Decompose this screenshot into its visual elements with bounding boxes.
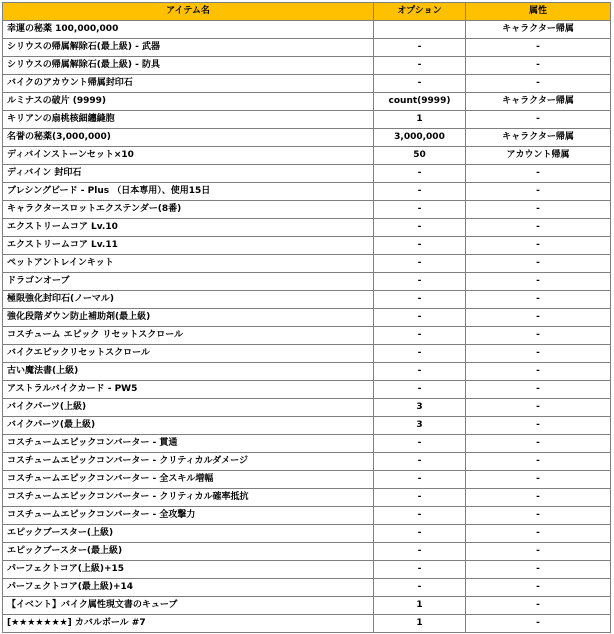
attribute-cell: - bbox=[466, 201, 611, 219]
item-name-cell: エクストリームコア Lv.11 bbox=[3, 237, 374, 255]
table-header-row bbox=[3, 3, 611, 21]
table-row bbox=[3, 57, 611, 75]
option-cell: - bbox=[374, 309, 466, 327]
attribute-cell: - bbox=[466, 417, 611, 435]
item-name-cell: コスチュームエピックコンバーター - クリティカルダメージ bbox=[3, 453, 374, 471]
item-name-cell: パーフェクトコア(最上級)+14 bbox=[3, 579, 374, 597]
table-row bbox=[3, 525, 611, 543]
item-name-cell: ルミナスの破片 (9999) bbox=[3, 93, 374, 111]
table-row bbox=[3, 381, 611, 399]
table-row bbox=[3, 309, 611, 327]
table-row bbox=[3, 615, 611, 633]
table-row bbox=[3, 273, 611, 291]
attribute-cell: - bbox=[466, 453, 611, 471]
item-name-cell: ディバインストーンセット×10 bbox=[3, 147, 374, 165]
item-table bbox=[2, 2, 611, 633]
attribute-cell: - bbox=[466, 525, 611, 543]
table-row bbox=[3, 471, 611, 489]
option-cell: - bbox=[374, 75, 466, 93]
option-cell: - bbox=[374, 201, 466, 219]
item-name-cell: バイクパーツ(上級) bbox=[3, 399, 374, 417]
table-row bbox=[3, 291, 611, 309]
option-cell: 3,000,000 bbox=[374, 129, 466, 147]
table-row bbox=[3, 129, 611, 147]
column-header-option: オプション bbox=[374, 3, 466, 21]
item-name-cell: コスチュームエピックコンバーター - 貫通 bbox=[3, 435, 374, 453]
option-cell: - bbox=[374, 543, 466, 561]
table-row bbox=[3, 39, 611, 57]
table-row bbox=[3, 93, 611, 111]
option-cell: - bbox=[374, 345, 466, 363]
option-cell: - bbox=[374, 489, 466, 507]
column-header-item-name: アイテム名 bbox=[3, 3, 374, 21]
item-name-cell: ブレシングビード - Plus （日本専用）、使用15日 bbox=[3, 183, 374, 201]
item-name-cell: 幸運の秘薬 100,000,000 bbox=[3, 21, 374, 39]
table-row bbox=[3, 147, 611, 165]
table-row bbox=[3, 165, 611, 183]
option-cell bbox=[374, 21, 466, 39]
table-row bbox=[3, 417, 611, 435]
attribute-cell: キャラクター帰属 bbox=[466, 93, 611, 111]
table-row bbox=[3, 183, 611, 201]
attribute-cell: - bbox=[466, 183, 611, 201]
attribute-cell: - bbox=[466, 471, 611, 489]
option-cell: - bbox=[374, 363, 466, 381]
option-cell: - bbox=[374, 39, 466, 57]
attribute-cell: - bbox=[466, 57, 611, 75]
item-name-cell: アストラルバイクカード - PW5 bbox=[3, 381, 374, 399]
item-name-cell: バイクエピックリセットスクロール bbox=[3, 345, 374, 363]
attribute-cell: - bbox=[466, 435, 611, 453]
item-name-cell: エピックブースター(最上級) bbox=[3, 543, 374, 561]
attribute-cell: - bbox=[466, 579, 611, 597]
item-name-cell: パーフェクトコア(上級)+15 bbox=[3, 561, 374, 579]
option-cell: 1 bbox=[374, 111, 466, 129]
item-name-cell: 名誉の秘薬(3,000,000) bbox=[3, 129, 374, 147]
attribute-cell: - bbox=[466, 255, 611, 273]
table-row bbox=[3, 219, 611, 237]
option-cell: - bbox=[374, 561, 466, 579]
attribute-cell: - bbox=[466, 39, 611, 57]
attribute-cell: - bbox=[466, 399, 611, 417]
item-name-cell: [★★★★★★★] カバルボール #7 bbox=[3, 615, 374, 633]
attribute-cell: - bbox=[466, 561, 611, 579]
table-row bbox=[3, 237, 611, 255]
item-name-cell: コスチュームエピックコンバーター - 全攻撃力 bbox=[3, 507, 374, 525]
option-cell: 3 bbox=[374, 417, 466, 435]
attribute-cell: - bbox=[466, 345, 611, 363]
option-cell: - bbox=[374, 327, 466, 345]
table-row bbox=[3, 327, 611, 345]
option-cell: 3 bbox=[374, 399, 466, 417]
item-name-cell: 【イベント】バイク属性現文書のキューブ bbox=[3, 597, 374, 615]
option-cell: 50 bbox=[374, 147, 466, 165]
option-cell: - bbox=[374, 507, 466, 525]
attribute-cell: - bbox=[466, 597, 611, 615]
column-header-attribute: 属性 bbox=[466, 3, 611, 21]
attribute-cell: キャラクター帰属 bbox=[466, 129, 611, 147]
attribute-cell: - bbox=[466, 327, 611, 345]
attribute-cell: アカウント帰属 bbox=[466, 147, 611, 165]
option-cell: - bbox=[374, 255, 466, 273]
table-row bbox=[3, 579, 611, 597]
attribute-cell: - bbox=[466, 507, 611, 525]
table-row bbox=[3, 21, 611, 39]
item-name-cell: ペットアントレインキット bbox=[3, 255, 374, 273]
option-cell: - bbox=[374, 453, 466, 471]
item-name-cell: バイクのアカウント帰属封印石 bbox=[3, 75, 374, 93]
table-row bbox=[3, 75, 611, 93]
table-row bbox=[3, 345, 611, 363]
table-row bbox=[3, 489, 611, 507]
attribute-cell: キャラクター帰属 bbox=[466, 21, 611, 39]
item-name-cell: エピックブースター(上級) bbox=[3, 525, 374, 543]
attribute-cell: - bbox=[466, 165, 611, 183]
table-row bbox=[3, 507, 611, 525]
item-name-cell: ディバイン 封印石 bbox=[3, 165, 374, 183]
option-cell: count(9999) bbox=[374, 93, 466, 111]
option-cell: - bbox=[374, 525, 466, 543]
item-name-cell: エクストリームコア Lv.10 bbox=[3, 219, 374, 237]
table-row bbox=[3, 561, 611, 579]
attribute-cell: - bbox=[466, 381, 611, 399]
option-cell: - bbox=[374, 165, 466, 183]
item-table-container bbox=[2, 2, 610, 633]
attribute-cell: - bbox=[466, 489, 611, 507]
attribute-cell: - bbox=[466, 291, 611, 309]
option-cell: - bbox=[374, 291, 466, 309]
attribute-cell: - bbox=[466, 75, 611, 93]
table-body bbox=[3, 21, 611, 633]
table-row bbox=[3, 453, 611, 471]
item-name-cell: 極限強化封印石(ノーマル) bbox=[3, 291, 374, 309]
table-row bbox=[3, 255, 611, 273]
attribute-cell: - bbox=[466, 615, 611, 633]
option-cell: - bbox=[374, 381, 466, 399]
attribute-cell: - bbox=[466, 309, 611, 327]
attribute-cell: - bbox=[466, 219, 611, 237]
table-row bbox=[3, 363, 611, 381]
item-name-cell: キリアンの扇桃核細纏縫胞 bbox=[3, 111, 374, 129]
item-name-cell: 強化段階ダウン防止補助剤(最上級) bbox=[3, 309, 374, 327]
option-cell: - bbox=[374, 579, 466, 597]
item-name-cell: 古い魔法書(上級) bbox=[3, 363, 374, 381]
item-name-cell: バイクパーツ(最上級) bbox=[3, 417, 374, 435]
table-row bbox=[3, 111, 611, 129]
table-row bbox=[3, 543, 611, 561]
item-name-cell: コスチューム エピック リセットスクロール bbox=[3, 327, 374, 345]
table-row bbox=[3, 597, 611, 615]
item-name-cell: コスチュームエピックコンバーター - クリティカル確率抵抗 bbox=[3, 489, 374, 507]
table-row bbox=[3, 201, 611, 219]
option-cell: - bbox=[374, 183, 466, 201]
attribute-cell: - bbox=[466, 363, 611, 381]
option-cell: - bbox=[374, 57, 466, 75]
attribute-cell: - bbox=[466, 237, 611, 255]
table-row bbox=[3, 399, 611, 417]
option-cell: - bbox=[374, 219, 466, 237]
item-name-cell: シリウスの帰属解除石(最上級) - 防具 bbox=[3, 57, 374, 75]
option-cell: - bbox=[374, 435, 466, 453]
item-name-cell: ドラゴンオーブ bbox=[3, 273, 374, 291]
option-cell: 1 bbox=[374, 615, 466, 633]
item-name-cell: シリウスの帰属解除石(最上級) - 武器 bbox=[3, 39, 374, 57]
attribute-cell: - bbox=[466, 111, 611, 129]
option-cell: - bbox=[374, 237, 466, 255]
option-cell: - bbox=[374, 471, 466, 489]
option-cell: 1 bbox=[374, 597, 466, 615]
attribute-cell: - bbox=[466, 543, 611, 561]
attribute-cell: - bbox=[466, 273, 611, 291]
table-row bbox=[3, 435, 611, 453]
option-cell: - bbox=[374, 273, 466, 291]
item-name-cell: コスチュームエピックコンバーター - 全スキル増幅 bbox=[3, 471, 374, 489]
item-name-cell: キャラクタースロットエクステンダー(8番) bbox=[3, 201, 374, 219]
